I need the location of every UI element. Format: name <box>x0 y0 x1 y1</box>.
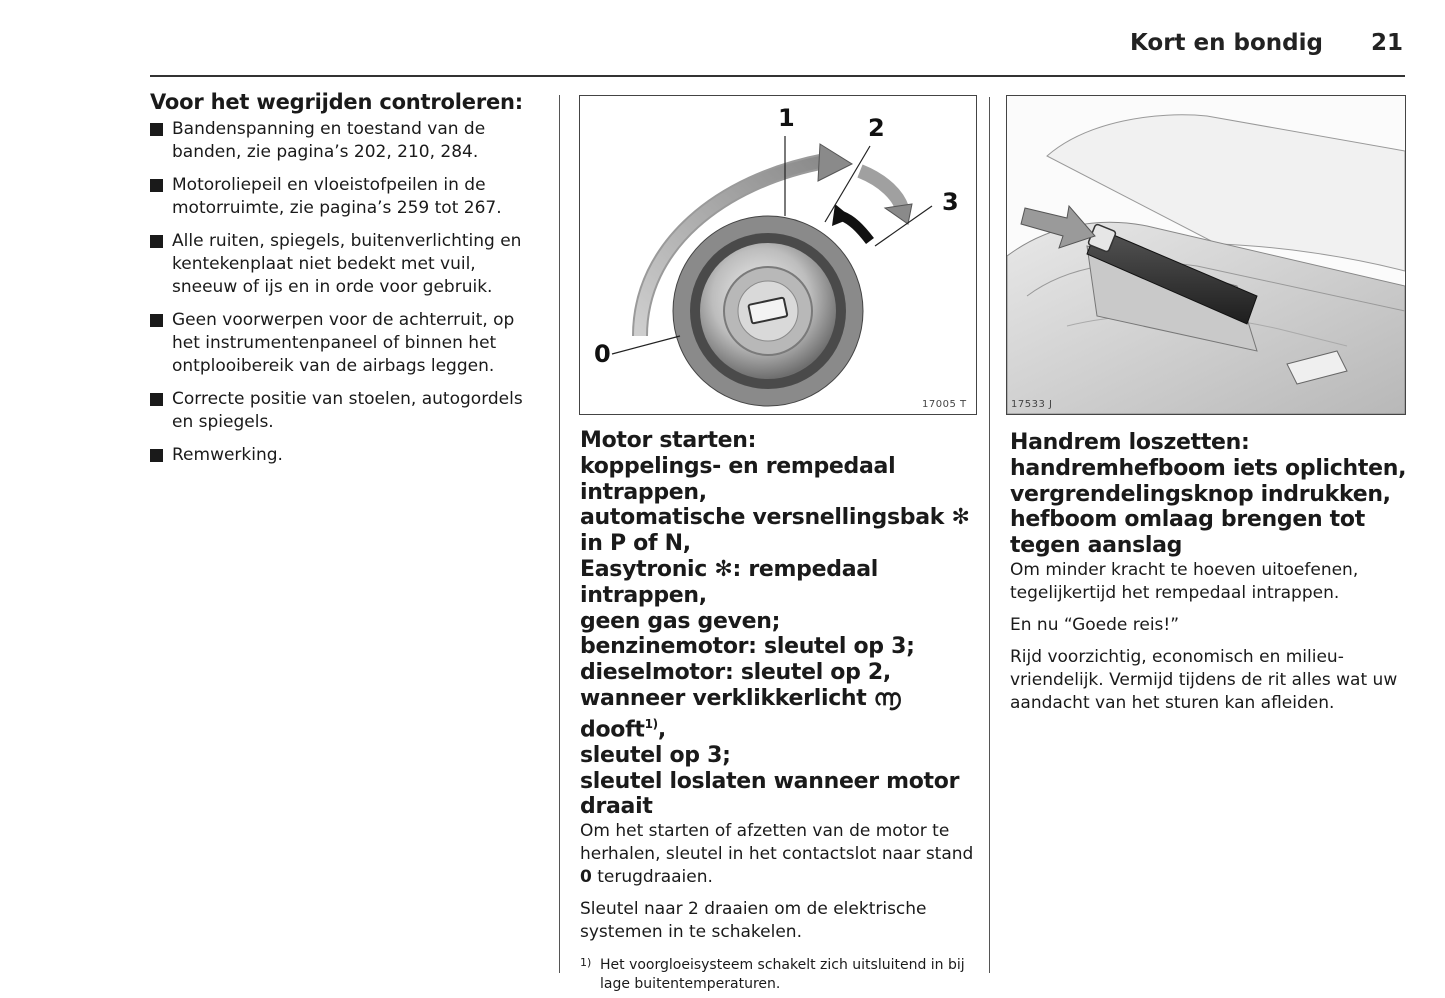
handbrake-section <box>1010 430 1410 724</box>
ignition-switch-illustration <box>580 96 976 414</box>
footnote-text: Het voorgloeisysteem schakelt zich uitsluitend in bij lage buitentemperaturen. <box>600 957 965 993</box>
handbrake-para-2: En nu “Goede reis!” <box>1010 614 1180 635</box>
list-item: Correcte positie van stoelen, autogordels en spiegels. <box>150 388 545 434</box>
bullet-icon <box>150 393 163 406</box>
column-divider-1 <box>559 95 560 973</box>
footnote <box>580 956 975 994</box>
bullet-icon <box>150 179 163 192</box>
ignition-switch-figure <box>579 95 977 415</box>
ignition-figure-code: 17005 T <box>922 399 967 410</box>
page-header <box>1130 30 1403 56</box>
list-item: Remwerking. <box>150 444 545 467</box>
handbrake-figure <box>1006 95 1406 415</box>
handbrake-heading: Handrem loszetten: handremhefboom iets oplichten, vergrendelingsknop indrukken, hefboom omlaag brengen tot tegen aanslag <box>1010 430 1407 559</box>
position-label-0: 0 <box>594 340 611 368</box>
motor-start-para-2: Sleutel naar 2 draaien om de elektrische systemen in te schakelen. <box>580 899 927 943</box>
checklist-list <box>150 118 545 467</box>
position-label-3: 3 <box>942 188 959 216</box>
list-item: Alle ruiten, spiegels, buitenverlichting en kentekenplaat niet bedekt met vuil, sneeuw of ijs en in orde voor gebruik. <box>150 230 545 299</box>
footnote-mark: 1) <box>580 956 592 970</box>
bullet-icon <box>150 314 163 327</box>
handbrake-figure-code: 17533 J <box>1011 399 1053 410</box>
footnote-ref: 1) <box>644 716 658 731</box>
handbrake-para-1: Om minder kracht te hoeven uitoefenen, tegelijkertijd het rempedaal intrappen. <box>1010 559 1359 603</box>
checklist-section <box>150 90 545 477</box>
handbrake-illustration <box>1007 96 1405 414</box>
handbrake-para-3: Rijd voorzichtig, economisch en milieu-vriendelijk. Vermijd tijdens de rit alles wat uw aandacht van het sturen kan afleiden. <box>1010 646 1398 713</box>
position-label-1: 1 <box>778 104 795 132</box>
position-label-2: 2 <box>868 114 885 142</box>
checklist-heading: Voor het wegrijden controleren: <box>150 90 523 114</box>
bullet-icon <box>150 235 163 248</box>
motor-start-section <box>580 428 975 994</box>
list-item: Geen voorwerpen voor de achterruit, op het instrumentenpaneel of binnen het ontplooibereik van de airbags leggen. <box>150 309 545 378</box>
column-divider-2 <box>989 97 990 973</box>
bullet-icon <box>150 449 163 462</box>
bullet-icon <box>150 123 163 136</box>
header-rule <box>150 75 1405 77</box>
motor-start-para-1: Om het starten of afzetten van de motor te herhalen, sleutel in het contactslot naar stand 0 terugdraaien. <box>580 821 974 888</box>
list-item: Motoroliepeil en vloeistofpeilen in de motorruimte, zie pagina’s 259 tot 267. <box>150 174 545 220</box>
page-number: 21 <box>1370 30 1403 56</box>
motor-start-heading: Motor starten: koppelings- en rempedaal intrappen, automatische versnellingsbak ✻ in P of N, Easytronic ✻: rempedaal intrappen, geen gas geven; benzinemotor: sleutel op 3; dieselmotor: sleutel op 2, wanneer verklikkerlicht ൬ dooft$^{1)}$, sleutel op 3; sleutel loslaten wanneer motor draait <box>580 428 970 820</box>
list-item: Bandenspanning en toestand van de banden, zie pagina’s 202, 210, 284. <box>150 118 545 164</box>
section-title: Kort en bondig <box>1129 30 1323 56</box>
